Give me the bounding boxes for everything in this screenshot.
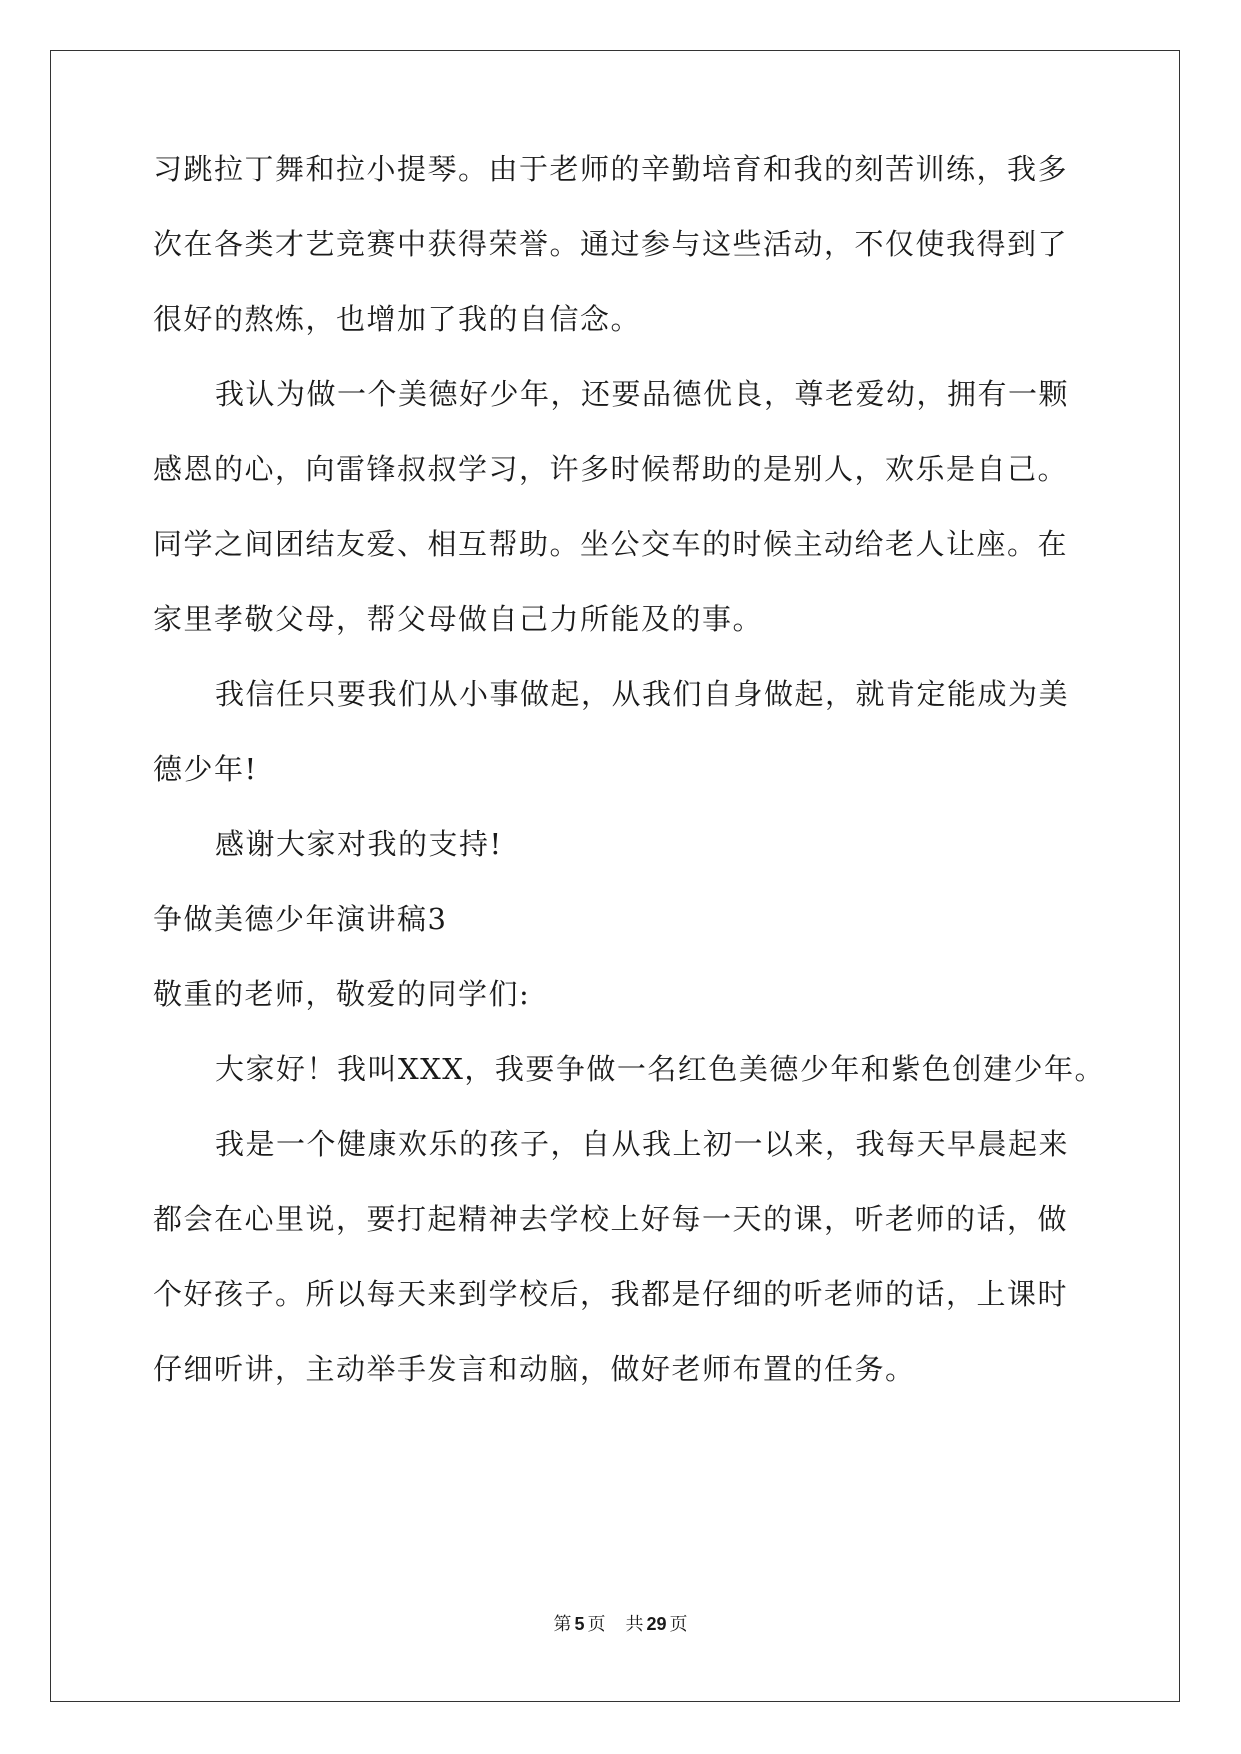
paragraph-line: 德少年! <box>153 752 258 786</box>
paragraph-line: 很好的熬炼，也增加了我的自信念。 <box>153 302 642 336</box>
total-pages-number: 29 <box>646 1614 667 1634</box>
paragraph-line: 感恩的心，向雷锋叔叔学习，许多时候帮助的是别人，欢乐是自己。 <box>153 452 1069 486</box>
footer-prefix: 第 <box>553 1614 572 1635</box>
paragraph-line: 个好孩子。所以每天来到学校后，我都是仔细的听老师的话，上课时 <box>153 1277 1069 1311</box>
paragraph-line: 习跳拉丁舞和拉小提琴。由于老师的辛勤培育和我的刻苦训练，我多 <box>153 152 1069 186</box>
paragraph-line: 都会在心里说，要打起精神去学校上好每一天的课，听老师的话，做 <box>153 1202 1069 1236</box>
paragraph-line: 次在各类才艺竞赛中获得荣誉。通过参与这些活动，不仅使我得到了 <box>153 227 1069 261</box>
paragraph-line: 仔细听讲，主动举手发言和动脑，做好老师布置的任务。 <box>153 1352 916 1386</box>
section-title: 争做美德少年演讲稿3 <box>153 902 448 936</box>
paragraph-line: 感谢大家对我的支持! <box>215 827 503 861</box>
page-border <box>50 50 1180 1702</box>
paragraph-line: 家里孝敬父母，帮父母做自己力所能及的事。 <box>153 602 764 636</box>
paragraph-line: 我信任只要我们从小事做起，从我们自身做起，就肯定能成为美 <box>215 677 1070 711</box>
paragraph-line: 同学之间团结友爱、相互帮助。坐公交车的时候主动给老人让座。在 <box>153 527 1069 561</box>
footer-total-prefix: 共 <box>625 1614 644 1635</box>
footer-total-suffix: 页 <box>669 1614 688 1635</box>
paragraph-line: 大家好！我叫XXX，我要争做一名红色美德少年和紫色创建少年。 <box>215 1052 1105 1086</box>
page-footer <box>0 1612 1241 1637</box>
current-page-number: 5 <box>574 1614 585 1634</box>
paragraph-line: 我是一个健康欢乐的孩子，自从我上初一以来，我每天早晨起来 <box>215 1127 1070 1161</box>
footer-page-word: 页 <box>587 1614 606 1635</box>
salutation: 敬重的老师，敬爱的同学们: <box>153 977 531 1011</box>
paragraph-line: 我认为做一个美德好少年，还要品德优良，尊老爱幼，拥有一颗 <box>215 377 1070 411</box>
